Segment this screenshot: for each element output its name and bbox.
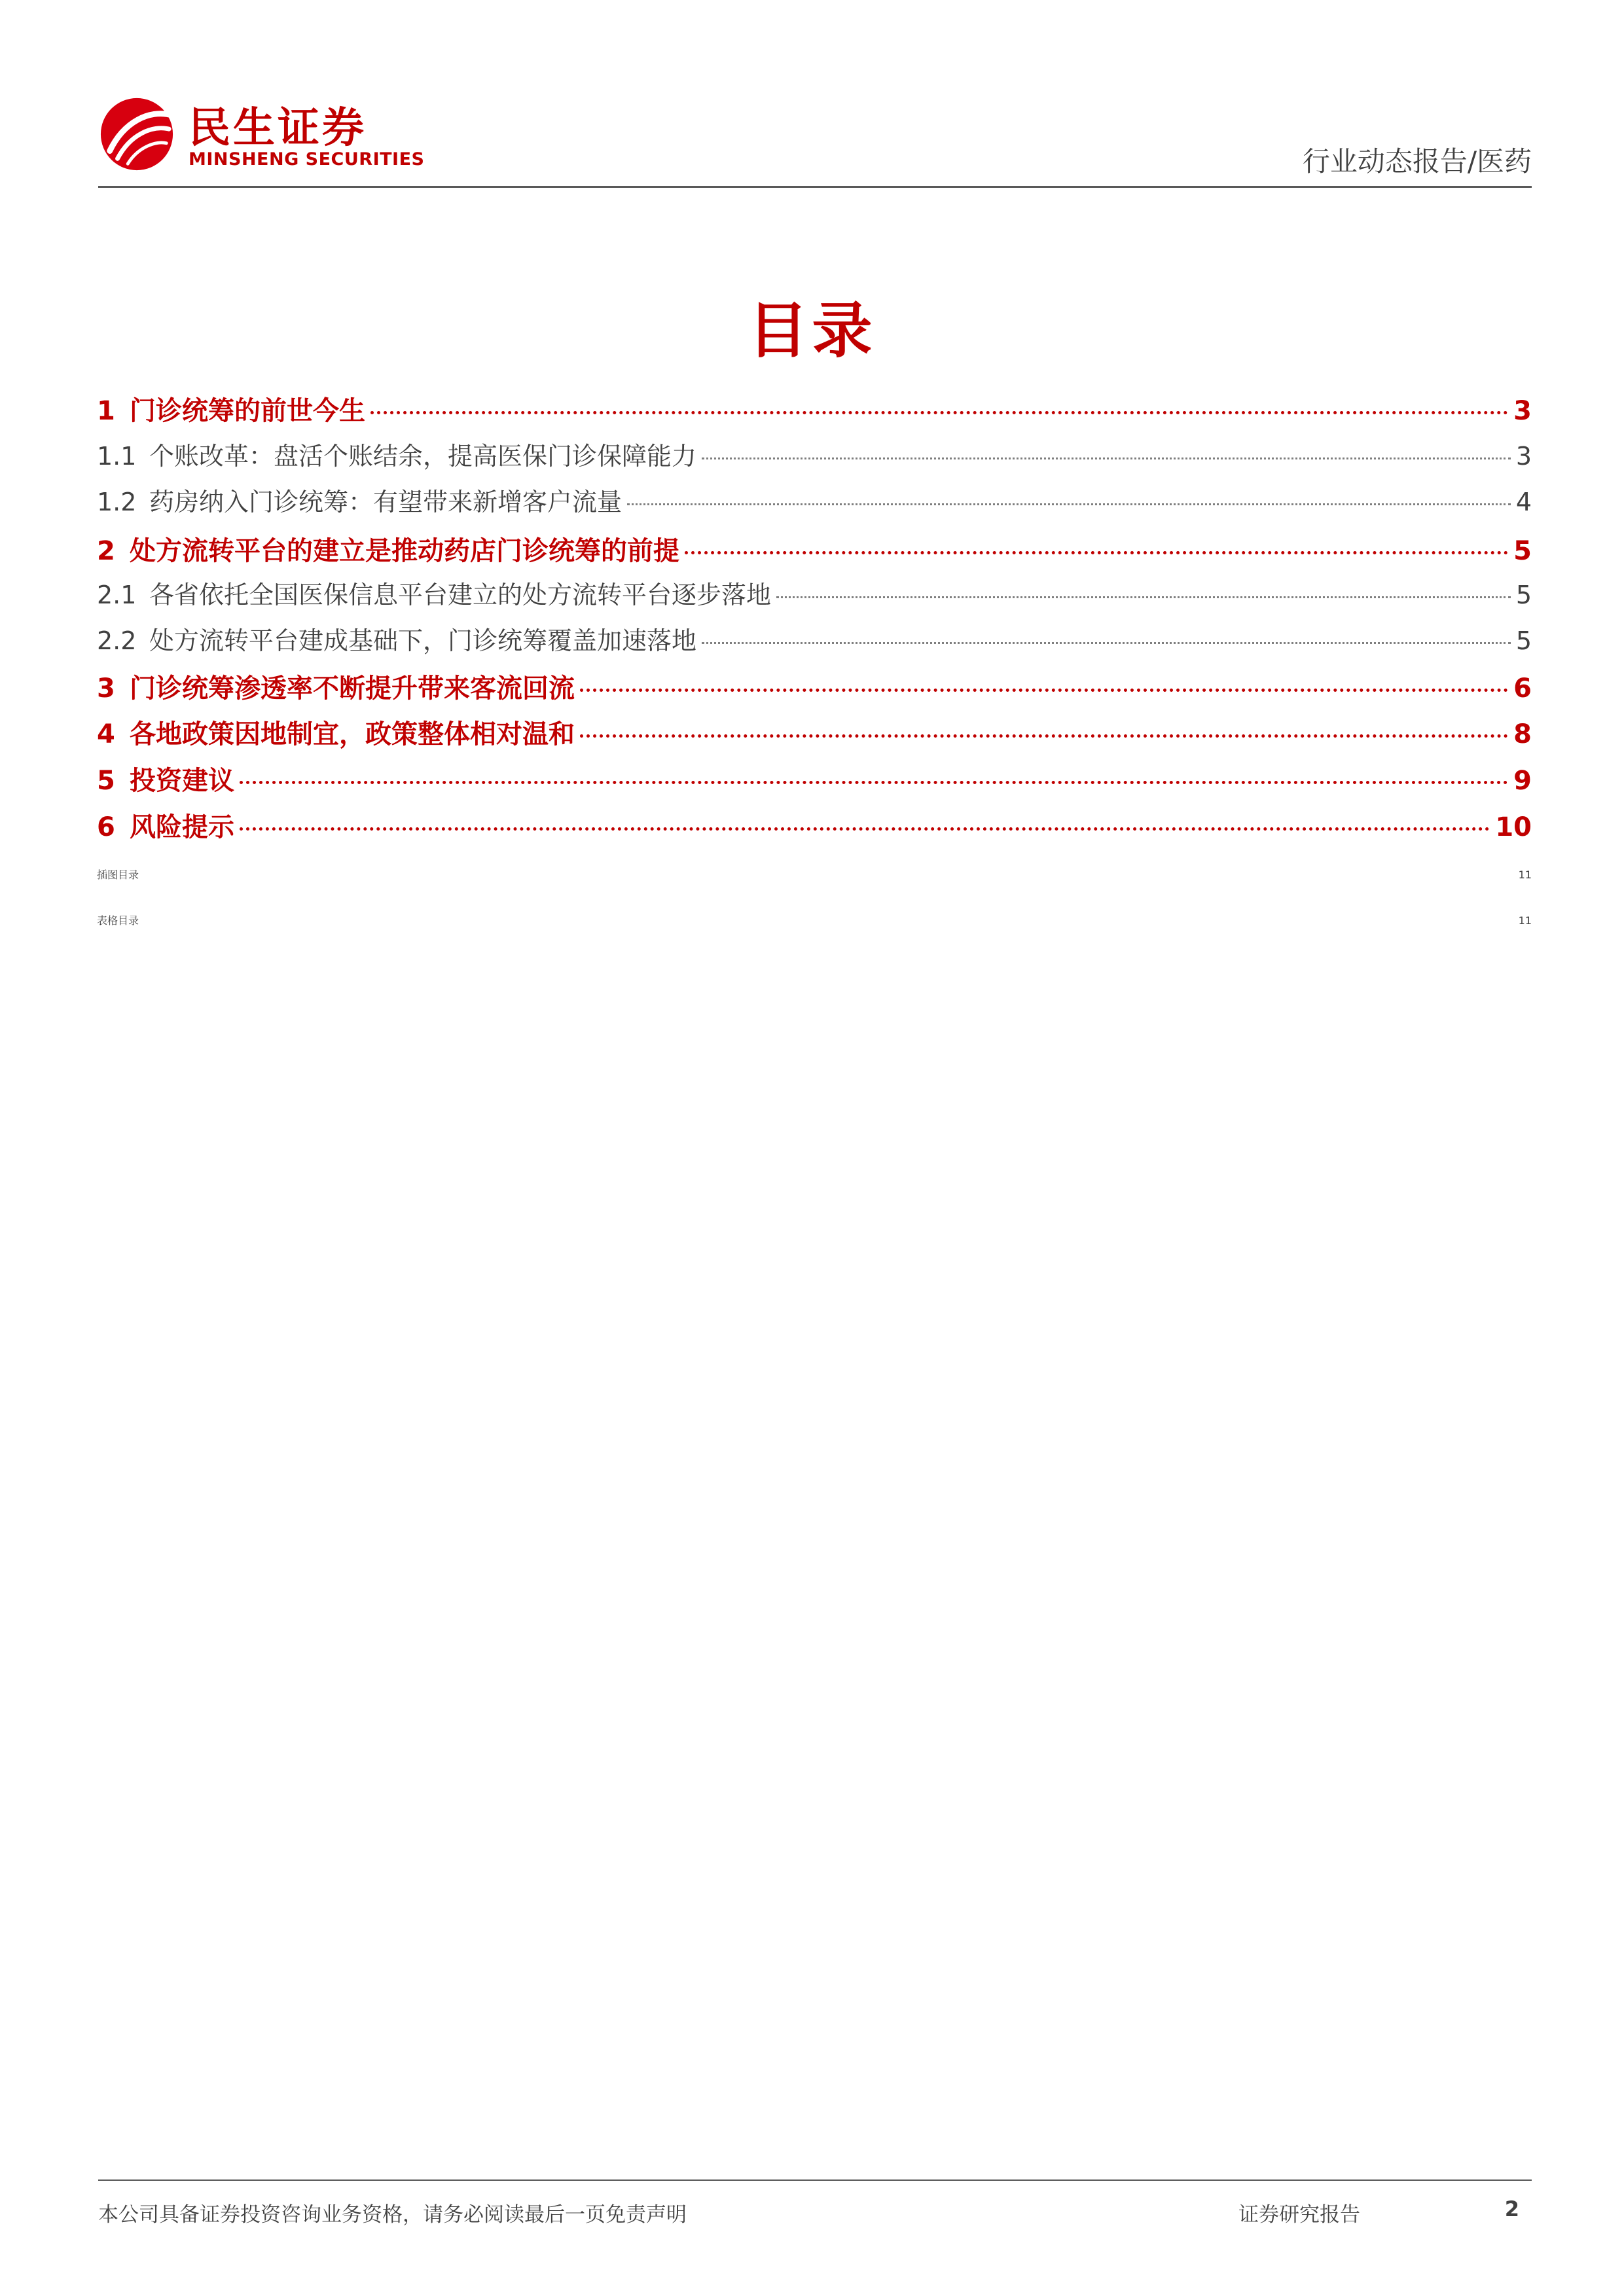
toc-entry-page: 11 bbox=[1518, 869, 1532, 881]
toc-entry-number: 5 bbox=[97, 766, 115, 796]
toc-entry-page: 4 bbox=[1515, 488, 1532, 516]
toc-entry-page: 6 bbox=[1513, 673, 1532, 704]
toc-entry-number: 1.1 bbox=[97, 442, 137, 471]
toc-entry-number: 2 bbox=[97, 536, 115, 566]
toc-entry[interactable] bbox=[97, 620, 1532, 662]
toc-entry-label: 表格目录 bbox=[97, 914, 139, 927]
toc-entry-label: 各地政策因地制宜，政策整体相对温和 bbox=[130, 719, 575, 749]
toc-entry-page: 3 bbox=[1513, 396, 1532, 426]
toc-dot-leader bbox=[627, 477, 1511, 505]
toc-dot-leader bbox=[702, 616, 1511, 644]
toc-entry-label: 门诊统筹的前世今生 bbox=[130, 396, 365, 426]
minsheng-logo-icon bbox=[98, 96, 175, 173]
footer-divider bbox=[98, 2179, 1532, 2181]
toc-entry-label: 门诊统筹渗透率不断提升带来客流回流 bbox=[130, 673, 575, 704]
toc-entry-label: 插图目录 bbox=[97, 869, 139, 881]
toc-entry-number: 4 bbox=[97, 719, 115, 749]
toc-entry[interactable] bbox=[97, 575, 1532, 617]
page-number: 2 bbox=[1504, 2197, 1519, 2221]
toc-dot-leader bbox=[240, 801, 1490, 831]
toc-entry-number: 2.2 bbox=[97, 626, 137, 655]
brand-name-en: MINSHENG SECURITIES bbox=[189, 149, 425, 170]
toc-entry[interactable] bbox=[97, 898, 1532, 940]
toc-entry[interactable] bbox=[97, 806, 1532, 848]
toc-entry[interactable] bbox=[97, 852, 1532, 894]
toc-entry-label: 风险提示 bbox=[130, 812, 234, 842]
header-divider bbox=[98, 186, 1532, 188]
toc-dot-leader bbox=[370, 385, 1508, 414]
toc-entry-page: 5 bbox=[1515, 626, 1532, 655]
toc-entry[interactable] bbox=[97, 713, 1532, 755]
footer-disclaimer: 本公司具备证券投资咨询业务资格，请务必阅读最后一页免责声明 bbox=[98, 2203, 687, 2227]
toc-dot-leader bbox=[580, 662, 1508, 692]
toc-entry-label: 各省依托全国医保信息平台建立的处方流转平台逐步落地 bbox=[149, 581, 772, 609]
brand-name-cn: 民生证券 bbox=[189, 104, 367, 152]
toc-entry-page: 9 bbox=[1513, 766, 1532, 796]
toc-dot-leader bbox=[240, 755, 1508, 784]
toc-entry[interactable] bbox=[97, 668, 1532, 709]
toc-entry-label: 投资建议 bbox=[130, 766, 234, 796]
page-title: 目录 bbox=[748, 296, 876, 366]
toc-entry-number: 1.2 bbox=[97, 488, 137, 516]
toc-entry-page: 5 bbox=[1513, 536, 1532, 566]
toc-dot-leader bbox=[776, 570, 1511, 598]
toc-entry-number: 6 bbox=[97, 812, 115, 842]
page-header bbox=[98, 92, 1532, 190]
toc-entry-number: 3 bbox=[97, 673, 115, 704]
toc-entry-page: 8 bbox=[1513, 719, 1532, 749]
toc-entry[interactable] bbox=[97, 436, 1532, 478]
toc-entry-number: 1 bbox=[97, 396, 115, 426]
toc-entry-page: 3 bbox=[1515, 442, 1532, 471]
toc-dot-leader bbox=[702, 431, 1511, 459]
toc-entry-label: 药房纳入门诊统筹：有望带来新增客户流量 bbox=[149, 488, 623, 516]
company-logo bbox=[98, 92, 425, 183]
toc-entry-page: 10 bbox=[1495, 812, 1532, 842]
toc-entry-page: 5 bbox=[1515, 581, 1532, 609]
footer-report-type: 证券研究报告 bbox=[1238, 2203, 1360, 2227]
toc-dot-leader bbox=[144, 852, 1513, 878]
toc-entry-number: 2.1 bbox=[97, 581, 137, 609]
toc-entry[interactable] bbox=[97, 482, 1532, 524]
toc-entry-label: 处方流转平台的建立是推动药店门诊统筹的前提 bbox=[130, 536, 679, 566]
report-category: 行业动态报告/医药 bbox=[1302, 145, 1532, 177]
toc-entry-page: 11 bbox=[1518, 914, 1532, 927]
toc-entry-label: 处方流转平台建成基础下，门诊统筹覆盖加速落地 bbox=[149, 626, 697, 655]
toc-entry-label: 个账改革：盘活个账结余，提高医保门诊保障能力 bbox=[149, 442, 697, 471]
toc-entry[interactable] bbox=[97, 390, 1532, 432]
toc-dot-leader bbox=[580, 708, 1508, 738]
toc-dot-leader bbox=[144, 898, 1513, 924]
toc-dot-leader bbox=[685, 525, 1508, 554]
toc-entry[interactable] bbox=[97, 760, 1532, 802]
toc-entry[interactable] bbox=[97, 530, 1532, 572]
